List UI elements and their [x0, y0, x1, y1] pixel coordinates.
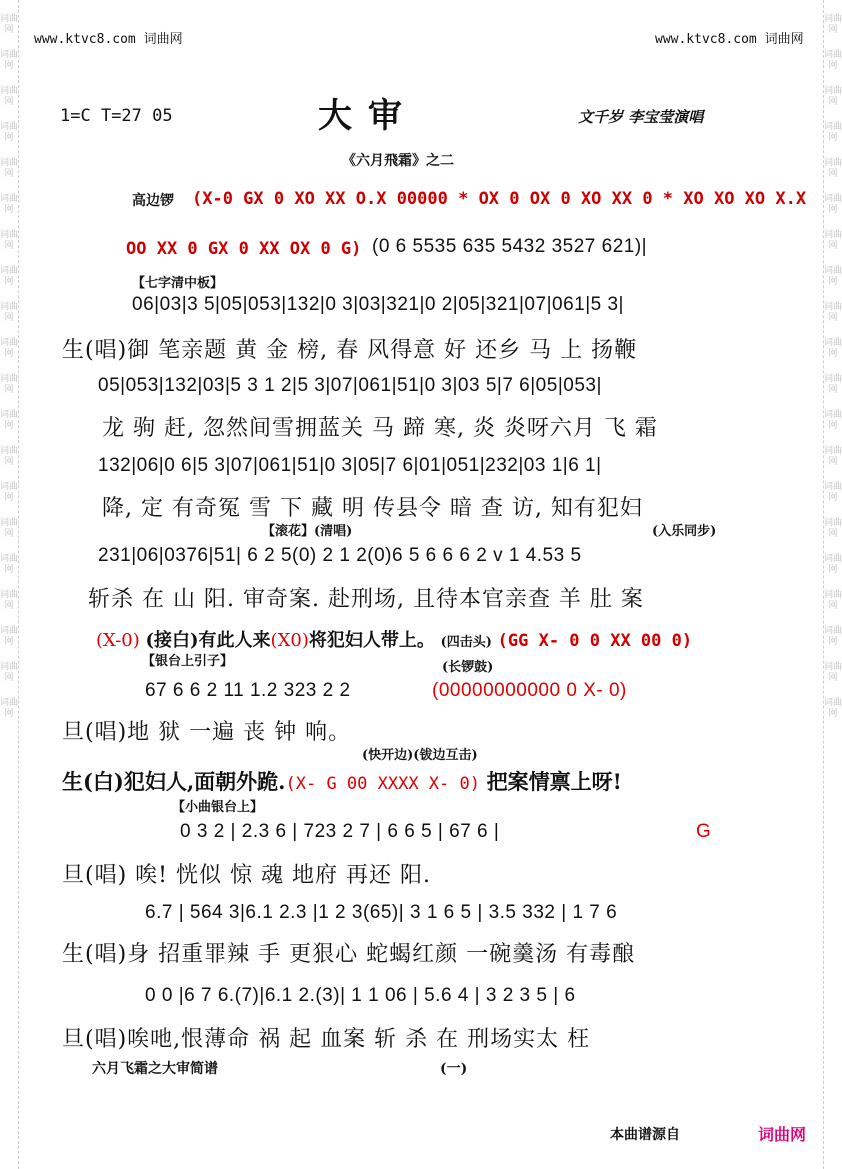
- percussion-line-2: OO XX 0 GX 0 XX OX 0 G): [126, 239, 362, 259]
- page-title: 大 审: [318, 96, 404, 136]
- page-number: (一): [440, 1061, 468, 1077]
- notation-line: 06|03|3 5|05|053|132|0 3|03|321|0 2|05|321|07|061|5 3|: [132, 294, 624, 315]
- spoken-line: (X-0) (接白)有此人来(X0)将犯妇人带上。 (四击头) (GG X- 0 0 XX 00 0): [96, 630, 693, 651]
- left-watermark-strip: 词曲网 词曲网 词曲网 词曲网 词曲网 词曲网 词曲网 词曲网 词曲网 词曲网 词曲网 词曲网 词曲网 词曲网 词曲网 词曲网 词曲网 词曲网 词曲网 词曲网: [0, 0, 19, 1169]
- brand-link[interactable]: 词曲网: [758, 1125, 807, 1144]
- footer-caption: 六月飞霜之大审简谱: [92, 1061, 218, 1077]
- percussion-line-1: (X-0 GX 0 XO XX O.X 00000 * OX 0 OX 0 XO XX 0 * XO XO XO X.X: [192, 189, 807, 209]
- lyric-line: 生(唱)御 笔亲题 黄 金 榜, 春 风得意 好 还乡 马 上 扬鞭: [62, 338, 638, 363]
- section-label: 【银台上引子】: [142, 654, 234, 669]
- notation-line: 0 0 |6 7 6.(7)|6.1 2.(3)| 1 1 06 | 5.6 4 | 3 2 3 5 | 6: [145, 985, 576, 1006]
- notation-line: 67 6 6 2 11 1.2 323 2 2: [145, 680, 351, 701]
- right-watermark-strip: 词曲网 词曲网 词曲网 词曲网 词曲网 词曲网 词曲网 词曲网 词曲网 词曲网 词曲网 词曲网 词曲网 词曲网 词曲网 词曲网 词曲网 词曲网 词曲网 词曲网: [823, 0, 842, 1169]
- notation-line: 231|06|0376|51| 6 2 5(0) 2 1 2(0)6 5 6 6 6 2 v 1 4.53 5: [98, 545, 582, 566]
- site-url-right[interactable]: www.ktvc8.com 词曲网: [655, 32, 804, 47]
- percussion-mark: G: [696, 821, 712, 842]
- section-label: 【滚花】(清唱): [262, 524, 353, 539]
- percussion-line: (00000000000 0 X- 0): [432, 680, 627, 701]
- site-url-left[interactable]: www.ktvc8.com 词曲网: [34, 32, 183, 47]
- annotation: (长锣鼓): [442, 660, 494, 675]
- spoken-line: 生(白)犯妇人,面朝外跪.(X- G 00 XXXX X- 0) 把案情禀上呀!: [62, 769, 622, 794]
- notation-intro: (0 6 5535 635 5432 3527 621)|: [372, 236, 648, 257]
- gong-label: 高边锣: [132, 193, 174, 209]
- lyric-line: 旦(唱)唉吔,恨薄命 祸 起 血案 斩 杀 在 刑场实太 枉: [62, 1027, 591, 1052]
- annotation: (入乐同步): [652, 524, 717, 539]
- section-label: 【小曲银台上】: [172, 800, 264, 815]
- singers: 文千岁 李宝莹演唱: [578, 108, 704, 126]
- key-signature: 1=C T=27 05: [60, 106, 173, 126]
- subtitle: 《六月飛霜》之二: [342, 153, 454, 169]
- section-label: 【七字清中板】: [132, 276, 224, 291]
- lyric-line: 旦(唱) 唉! 恍似 惊 魂 地府 再还 阳.: [62, 863, 431, 888]
- watermark: 词曲网: [0, 14, 19, 35]
- lyric-line: 龙 驹 赶, 忽然间雪拥蓝关 马 蹄 寒, 炎 炎呀六月 飞 霜: [102, 416, 658, 441]
- annotation: (快开边)(钹边互击): [362, 748, 478, 763]
- lyric-line: 斩杀 在 山 阳. 审奇案. 赴刑场, 且待本官亲查 羊 肚 案: [88, 587, 644, 612]
- lyric-line: 生(唱)身 招重罪辣 手 更狠心 蛇蝎红颜 一碗羹汤 有毒酿: [62, 942, 636, 967]
- notation-line: 0 3 2 | 2.3 6 | 723 2 7 | 6 6 5 | 67 6 |: [180, 821, 500, 842]
- notation-line: 05|053|132|03|5 3 1 2|5 3|07|061|51|0 3|03 5|7 6|05|053|: [98, 375, 602, 396]
- lyric-line: 降, 定 有奇冤 雪 下 藏 明 传县令 暗 查 访, 知有犯妇: [102, 496, 643, 521]
- notation-line: 132|06|0 6|5 3|07|061|51|0 3|05|7 6|01|051|232|03 1|6 1|: [98, 455, 602, 476]
- notation-line: 6.7 | 564 3|6.1 2.3 |1 2 3(65)| 3 1 6 5 | 3.5 332 | 1 7 6: [145, 902, 618, 923]
- source-label: 本曲谱源自: [610, 1127, 680, 1143]
- lyric-line: 旦(唱)地 狱 一遍 丧 钟 响。: [62, 720, 352, 745]
